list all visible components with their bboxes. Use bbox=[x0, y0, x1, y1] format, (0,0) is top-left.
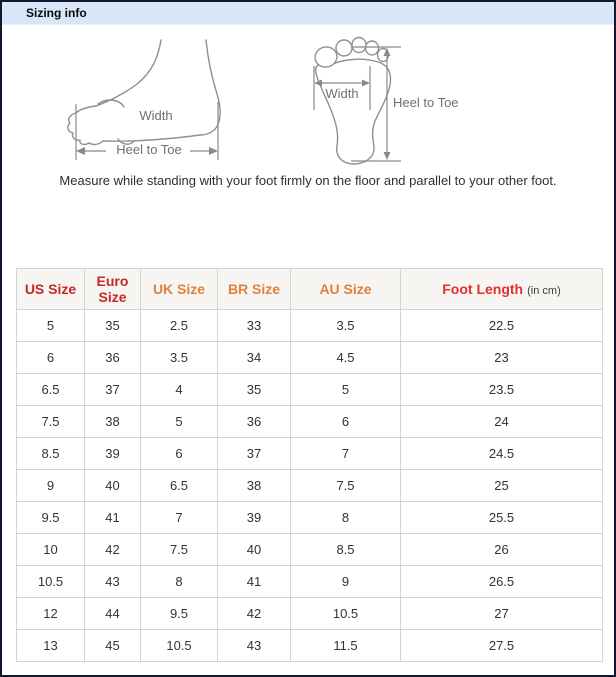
table-header-row bbox=[17, 269, 603, 310]
table-row bbox=[17, 566, 603, 598]
column-header bbox=[141, 269, 218, 310]
size-cell: 38 bbox=[218, 470, 291, 502]
size-cell: 9.5 bbox=[17, 502, 85, 534]
column-header-label: BR Size bbox=[227, 280, 281, 297]
size-cell: 5 bbox=[17, 310, 85, 342]
size-cell: 5 bbox=[141, 406, 218, 438]
size-cell: 6 bbox=[17, 342, 85, 374]
column-header bbox=[218, 269, 291, 310]
column-header-label: AU Size bbox=[319, 280, 372, 297]
size-cell: 3.5 bbox=[141, 342, 218, 374]
size-cell: 25.5 bbox=[401, 502, 603, 534]
size-cell: 8.5 bbox=[17, 438, 85, 470]
size-cell: 13 bbox=[17, 630, 85, 662]
size-table-wrap bbox=[16, 268, 614, 662]
table-row bbox=[17, 502, 603, 534]
size-cell: 9 bbox=[17, 470, 85, 502]
size-table-body bbox=[17, 310, 603, 662]
table-row bbox=[17, 470, 603, 502]
size-cell: 10.5 bbox=[17, 566, 85, 598]
size-cell: 27.5 bbox=[401, 630, 603, 662]
size-cell: 41 bbox=[85, 502, 141, 534]
table-row bbox=[17, 598, 603, 630]
column-header bbox=[17, 269, 85, 310]
size-cell: 25 bbox=[401, 470, 603, 502]
size-cell: 24 bbox=[401, 406, 603, 438]
measurement-diagrams bbox=[2, 25, 614, 171]
column-header bbox=[85, 269, 141, 310]
side-foot-heel-to-toe-label: Heel to Toe bbox=[116, 142, 182, 157]
side-foot-width-label: Width bbox=[139, 108, 173, 123]
size-cell: 35 bbox=[85, 310, 141, 342]
size-cell: 4 bbox=[141, 374, 218, 406]
size-cell: 38 bbox=[85, 406, 141, 438]
table-row bbox=[17, 310, 603, 342]
size-cell: 35 bbox=[218, 374, 291, 406]
column-header-label: US Size bbox=[24, 280, 77, 297]
size-cell: 27 bbox=[401, 598, 603, 630]
size-cell: 6 bbox=[291, 406, 401, 438]
size-cell: 7 bbox=[291, 438, 401, 470]
size-cell: 10.5 bbox=[141, 630, 218, 662]
size-cell: 37 bbox=[218, 438, 291, 470]
size-cell: 36 bbox=[85, 342, 141, 374]
size-cell: 42 bbox=[85, 534, 141, 566]
size-cell: 10.5 bbox=[291, 598, 401, 630]
size-cell: 43 bbox=[218, 630, 291, 662]
column-header bbox=[401, 269, 603, 310]
size-cell: 7.5 bbox=[291, 470, 401, 502]
size-cell: 12 bbox=[17, 598, 85, 630]
size-cell: 6 bbox=[141, 438, 218, 470]
size-cell: 26 bbox=[401, 534, 603, 566]
size-cell: 6.5 bbox=[141, 470, 218, 502]
table-row bbox=[17, 534, 603, 566]
size-cell: 33 bbox=[218, 310, 291, 342]
size-cell: 7.5 bbox=[141, 534, 218, 566]
footprint-width-label: Width bbox=[325, 86, 359, 101]
footprint-heel-to-toe-label: Heel to Toe bbox=[393, 95, 459, 110]
size-cell: 8 bbox=[141, 566, 218, 598]
size-cell: 7.5 bbox=[17, 406, 85, 438]
size-cell: 45 bbox=[85, 630, 141, 662]
size-cell: 9.5 bbox=[141, 598, 218, 630]
column-header-label: UK Size bbox=[152, 280, 206, 297]
size-cell: 10 bbox=[17, 534, 85, 566]
size-table bbox=[16, 268, 603, 662]
size-cell: 40 bbox=[85, 470, 141, 502]
size-cell: 2.5 bbox=[141, 310, 218, 342]
size-cell: 7 bbox=[141, 502, 218, 534]
size-cell: 8.5 bbox=[291, 534, 401, 566]
size-cell: 37 bbox=[85, 374, 141, 406]
column-header-label: Euro Size bbox=[96, 272, 129, 305]
size-cell: 39 bbox=[218, 502, 291, 534]
size-cell: 5 bbox=[291, 374, 401, 406]
column-header bbox=[291, 269, 401, 310]
size-cell: 8 bbox=[291, 502, 401, 534]
size-cell: 11.5 bbox=[291, 630, 401, 662]
measure-instructions: Measure while standing with your foot firmly on the floor and parallel to your other foot. bbox=[59, 173, 557, 188]
size-cell: 26.5 bbox=[401, 566, 603, 598]
size-cell: 40 bbox=[218, 534, 291, 566]
table-row bbox=[17, 438, 603, 470]
table-row bbox=[17, 374, 603, 406]
size-cell: 9 bbox=[291, 566, 401, 598]
table-row bbox=[17, 630, 603, 662]
size-cell: 36 bbox=[218, 406, 291, 438]
table-row bbox=[17, 406, 603, 438]
size-cell: 23 bbox=[401, 342, 603, 374]
size-cell: 3.5 bbox=[291, 310, 401, 342]
table-row bbox=[17, 342, 603, 374]
size-cell: 44 bbox=[85, 598, 141, 630]
size-cell: 22.5 bbox=[401, 310, 603, 342]
size-cell: 23.5 bbox=[401, 374, 603, 406]
size-cell: 24.5 bbox=[401, 438, 603, 470]
panel-title: Sizing info bbox=[2, 2, 614, 25]
size-cell: 6.5 bbox=[17, 374, 85, 406]
size-cell: 42 bbox=[218, 598, 291, 630]
column-header-label: Foot Length bbox=[442, 280, 524, 297]
size-table-head bbox=[17, 269, 603, 310]
size-cell: 34 bbox=[218, 342, 291, 374]
size-cell: 39 bbox=[85, 438, 141, 470]
size-cell: 4.5 bbox=[291, 342, 401, 374]
size-cell: 43 bbox=[85, 566, 141, 598]
column-header-suffix: (in cm) bbox=[527, 284, 561, 297]
size-cell: 41 bbox=[218, 566, 291, 598]
